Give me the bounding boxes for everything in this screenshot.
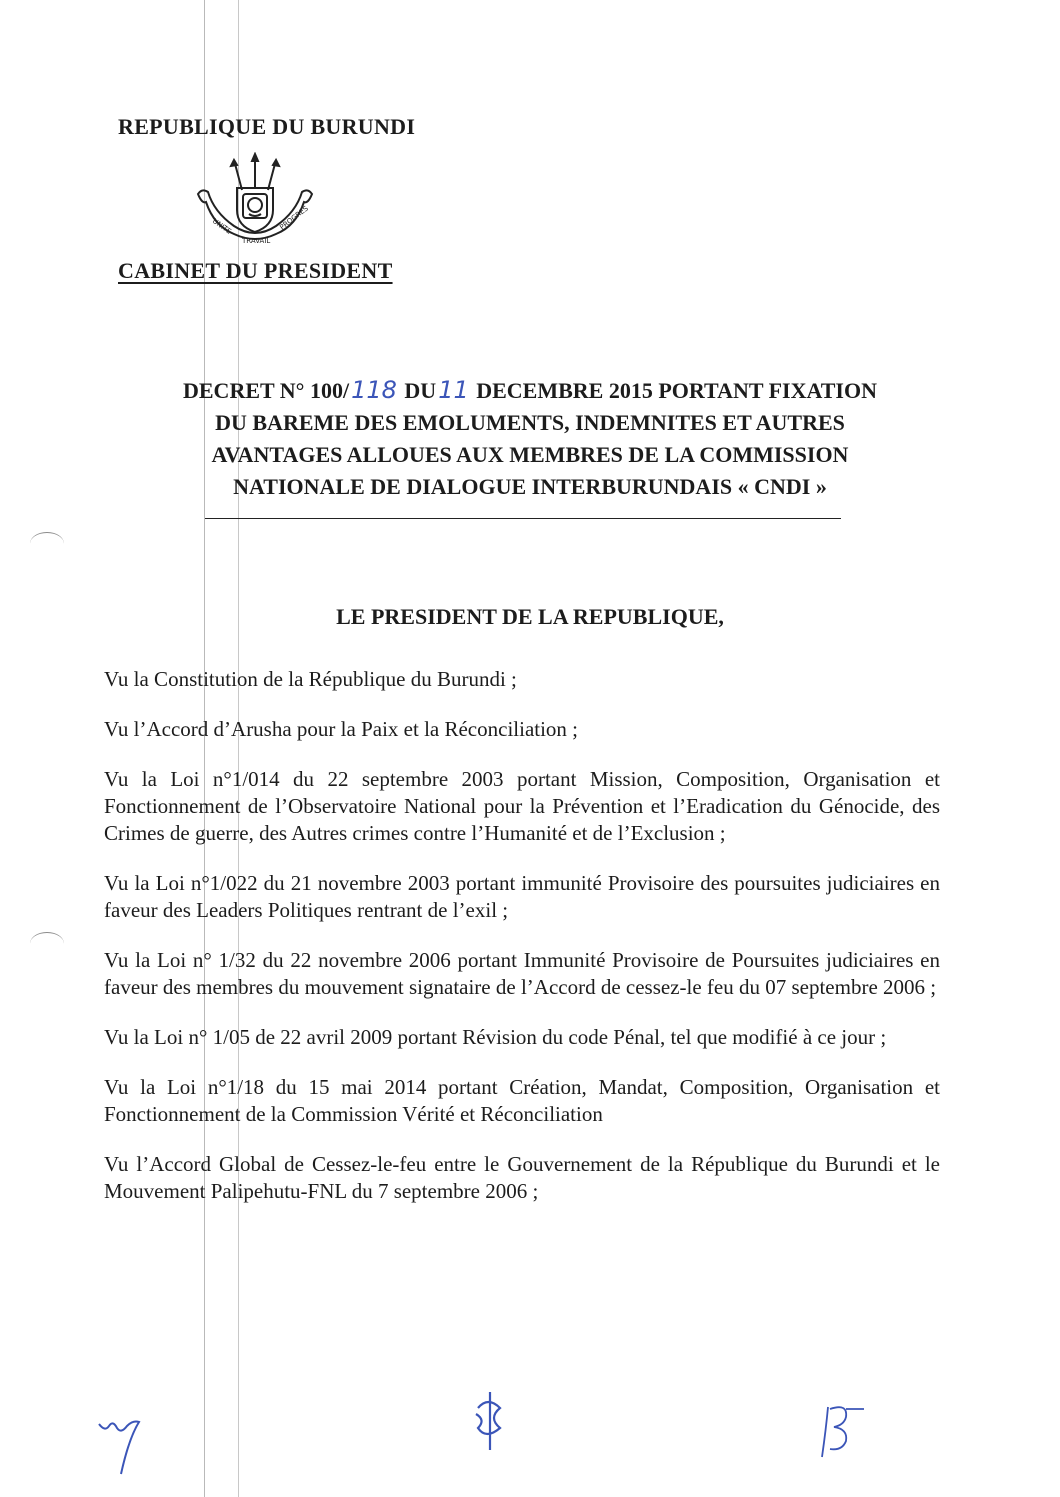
initials-signature-icon xyxy=(470,1388,510,1458)
initials-signature-icon xyxy=(812,1395,872,1465)
handwritten-day: 11 xyxy=(438,376,469,404)
title-line-1-rest: DECEMBRE 2015 PORTANT FIXATION xyxy=(476,378,877,403)
svg-text:PROGRES: PROGRES xyxy=(278,204,310,232)
decree-title xyxy=(110,374,950,503)
title-line-2: DU BAREME DES EMOLUMENTS, INDEMNITES ET AUTRES xyxy=(215,410,845,435)
country-heading: REPUBLIQUE DU BURUNDI xyxy=(118,114,416,139)
preamble-paragraph: Vu l’Accord d’Arusha pour la Paix et la Réconciliation ; xyxy=(104,717,579,741)
svg-text:TRAVAIL: TRAVAIL xyxy=(242,237,271,245)
title-divider xyxy=(205,518,841,519)
president-heading: LE PRESIDENT DE LA REPUBLIQUE, xyxy=(336,604,724,629)
title-line-3: AVANTAGES ALLOUES AUX MEMBRES DE LA COMMISSION xyxy=(211,442,849,467)
preamble-paragraph: Vu l’Accord Global de Cessez-le-feu entre le Gouvernement de la République du Burundi et le Mouvement Palipehutu-FNL du 7 septembre 2006 ; xyxy=(104,1152,940,1203)
punch-hole-mark xyxy=(30,532,64,555)
title-line-4: NATIONALE DE DIALOGUE INTERBURUNDAIS « CNDI » xyxy=(233,474,827,499)
preamble-paragraph: Vu la Loi n°1/014 du 22 septembre 2003 portant Mission, Composition, Organisation et Fonctionnement de l’Observatoire National pour la Prévention et l’Eradication du Génocide, des Crimes de guerre, des Autres crimes contre l’Humanité et de l’Exclusion ; xyxy=(104,767,940,845)
cabinet-heading: CABINET DU PRESIDENT xyxy=(118,258,393,283)
preamble-body xyxy=(104,666,940,1228)
handwritten-decree-number: 118 xyxy=(351,376,397,404)
preamble-paragraph: Vu la Loi n° 1/32 du 22 novembre 2006 portant Immunité Provisoire de Poursuites judiciaires en faveur des membres du mouvement signataire de l’Accord de cessez-le feu du 07 septembre 2006 ; xyxy=(104,948,940,999)
svg-text:UNITE: UNITE xyxy=(210,217,233,236)
decree-number-prefix: DECRET N° 100/ xyxy=(183,378,350,403)
burundi-coat-of-arms-icon xyxy=(190,152,320,252)
title-line-1 xyxy=(110,374,950,407)
initials-signature-icon xyxy=(95,1410,155,1480)
preamble-paragraph: Vu la Loi n° 1/05 de 22 avril 2009 portant Révision du code Pénal, tel que modifié à ce jour ; xyxy=(104,1025,887,1049)
title-du: DU xyxy=(404,378,437,403)
preamble-paragraph: Vu la Loi n°1/022 du 21 novembre 2003 portant immunité Provisoire des poursuites judiciaires en faveur des Leaders Politiques rentrant de l’exil ; xyxy=(104,871,940,922)
punch-hole-mark xyxy=(30,932,64,955)
preamble-paragraph: Vu la Loi n°1/18 du 15 mai 2014 portant Création, Mandat, Composition, Organisation et Fonctionnement de la Commission Vérité et Réconciliation xyxy=(104,1075,940,1126)
preamble-paragraph: Vu la Constitution de la République du Burundi ; xyxy=(104,667,517,691)
